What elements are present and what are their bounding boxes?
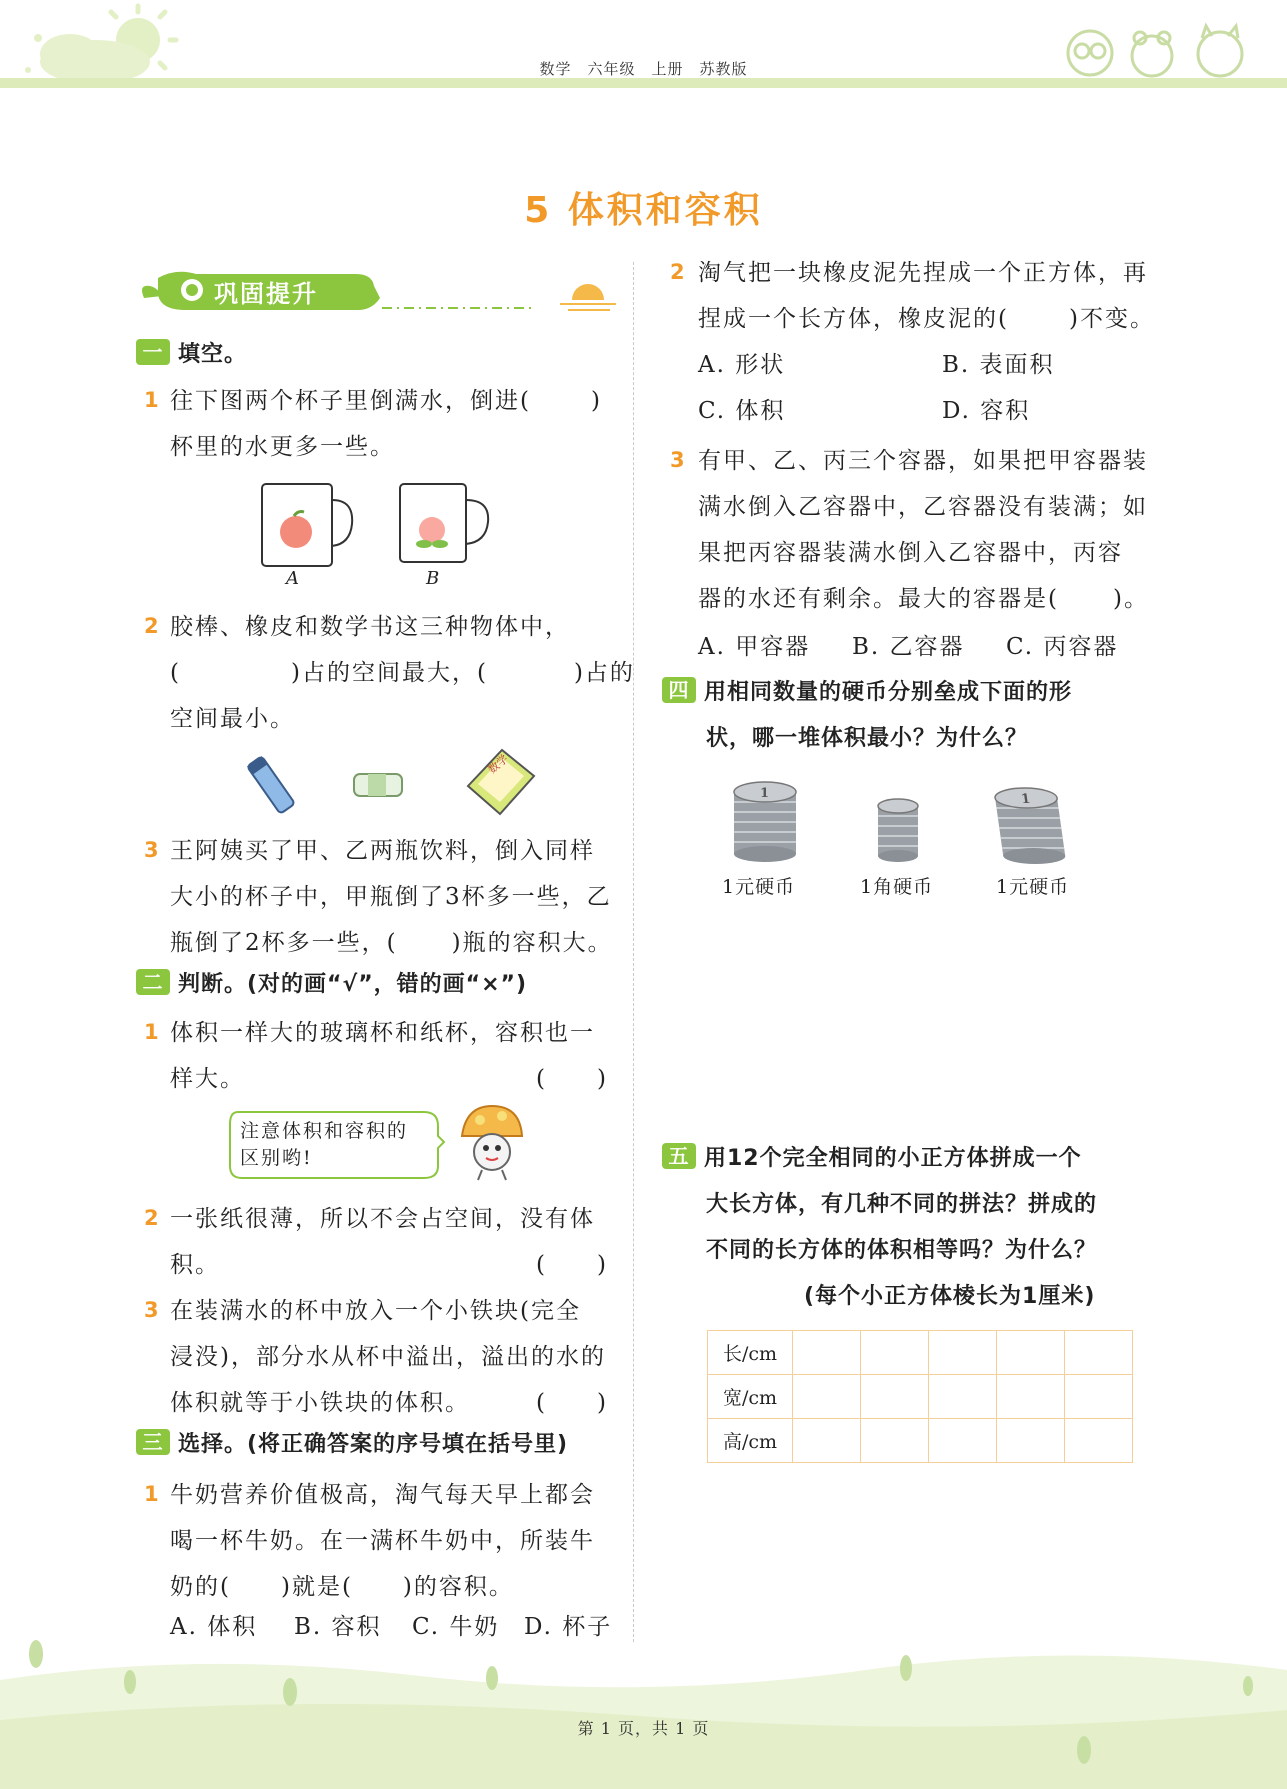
section-title: 用12个完全相同的小正方体拼成一个 (704, 1146, 1082, 1171)
option-a[interactable]: A. 体积 (170, 1614, 258, 1640)
table-cell[interactable] (793, 1331, 861, 1375)
answer-blank[interactable]: ( ) (536, 1390, 608, 1416)
page-number: 第 1 页，共 1 页 (577, 1719, 710, 1738)
question-number: 2 (670, 260, 685, 284)
question-text: 体积一样大的玻璃杯和纸杯，容积也一 (170, 1020, 595, 1046)
question-text: 器的水还有剩余。最大的容器是( )。 (698, 586, 1149, 612)
option-c[interactable]: C. 丙容器 (1006, 634, 1119, 660)
table-cell[interactable] (1065, 1331, 1133, 1375)
question-text: 淘气把一块橡皮泥先捏成一个正方体，再 (698, 260, 1148, 286)
page-title: 5 体积和容积 (524, 190, 763, 231)
question-text: 捏成一个长方体，橡皮泥的( )不变。 (698, 306, 1155, 332)
option-c[interactable]: C. 牛奶 (412, 1614, 500, 1640)
table-cell[interactable] (929, 1375, 997, 1419)
section-badge: 一 (136, 339, 170, 365)
table-cell[interactable] (861, 1375, 929, 1419)
section-title: 判断。(对的画“√”，错的画“×”) (178, 972, 528, 997)
row-header: 长/cm (708, 1331, 793, 1375)
cup-b-image (396, 478, 492, 570)
question-number: 2 (144, 614, 159, 638)
option-b[interactable]: B. 乙容器 (852, 634, 965, 660)
section-badge: 二 (136, 969, 170, 995)
table-cell[interactable] (861, 1331, 929, 1375)
question-number: 1 (144, 1020, 159, 1044)
cup-a-label: A (286, 568, 299, 589)
section-badge: 三 (136, 1429, 170, 1455)
question-text: 胶棒、橡皮和数学书这三种物体中， (170, 614, 570, 640)
question-text: 体积就等于小铁块的体积。 (170, 1390, 470, 1416)
question-number: 3 (144, 838, 159, 862)
eraser-image (350, 768, 406, 802)
glue-stick-image (246, 754, 296, 816)
coin-stack-1jiao-image (872, 792, 924, 866)
question-text: ( )占的空间最大，( )占的 (170, 660, 635, 686)
question-text: 满水倒入乙容器中，乙容器没有装满；如 (698, 494, 1148, 520)
question-text: 奶的( )就是( )的容积。 (170, 1574, 514, 1600)
section-title-cont: 状，哪一堆体积最小？为什么？ (706, 726, 1029, 751)
mushroom-mascot-icon (456, 1102, 526, 1184)
question-text: 一张纸很薄，所以不会占空间，没有体 (170, 1206, 595, 1232)
table-row (708, 1419, 1133, 1463)
section-one-heading (136, 332, 247, 378)
question-text: 往下图两个杯子里倒满水，倒进( ) (170, 388, 602, 414)
question-text: 瓶倒了2杯多一些，( )瓶的容积大。 (170, 930, 613, 956)
coin-face-text: 1 (760, 786, 770, 801)
option-c[interactable]: C. 体积 (698, 398, 786, 424)
section-badge: 五 (662, 1143, 696, 1169)
option-b[interactable]: B. 容积 (294, 1614, 382, 1640)
table-row (708, 1331, 1133, 1375)
footer-hills (0, 1640, 1287, 1789)
question-text: 有甲、乙、丙三个容器，如果把甲容器装 (698, 448, 1148, 474)
math-book-image (462, 744, 538, 818)
question-number: 1 (144, 1482, 159, 1506)
row-header: 宽/cm (708, 1375, 793, 1419)
column-divider (633, 262, 634, 1642)
coin-label: 1元硬币 (722, 876, 796, 898)
coin-stack-1yuan-tilted-image (990, 776, 1076, 868)
section-banner-label: 巩固提升 (214, 280, 318, 308)
table-cell[interactable] (861, 1419, 929, 1463)
option-a[interactable]: A. 甲容器 (698, 634, 811, 660)
coin-stack-1yuan-image (728, 772, 804, 864)
coin-label: 1元硬币 (996, 876, 1070, 898)
header-title: 数学 六年级 上册 苏教版 (539, 60, 748, 78)
coin-face-text: 1 (1020, 792, 1032, 807)
section-title: 用相同数量的硬币分别垒成下面的形 (704, 680, 1073, 705)
table-cell[interactable] (1065, 1375, 1133, 1419)
table-cell[interactable] (1065, 1419, 1133, 1463)
question-text: 王阿姨买了甲、乙两瓶饮料，倒入同样 (170, 838, 595, 864)
question-text: 杯里的水更多一些。 (170, 434, 395, 460)
table-cell[interactable] (793, 1375, 861, 1419)
question-number: 3 (670, 448, 685, 472)
table-cell[interactable] (793, 1419, 861, 1463)
question-text: 样大。 (170, 1066, 245, 1092)
option-b[interactable]: B. 表面积 (942, 352, 1055, 378)
question-text: 大小的杯子中，甲瓶倒了3杯多一些，乙 (170, 884, 612, 910)
cup-b-label: B (426, 568, 440, 589)
question-number: 2 (144, 1206, 159, 1230)
section-badge: 四 (662, 677, 696, 703)
dimensions-table (707, 1330, 1133, 1463)
section-title-cont: 大长方体，有几种不同的拼法？拼成的 (706, 1192, 1098, 1217)
table-cell[interactable] (997, 1419, 1065, 1463)
section-three-heading (136, 1422, 568, 1468)
answer-blank[interactable]: ( ) (536, 1252, 608, 1278)
section-banner (136, 268, 616, 318)
math-book-text: 数学 (485, 752, 511, 777)
section-title: 填空。 (178, 342, 248, 367)
row-header: 高/cm (708, 1419, 793, 1463)
cartoon-animals-icon (1060, 18, 1260, 80)
question-text: 喝一杯牛奶。在一满杯牛奶中，所装牛 (170, 1528, 595, 1554)
question-text: 果把丙容器装满水倒入乙容器中，丙容 (698, 540, 1123, 566)
table-cell[interactable] (997, 1331, 1065, 1375)
section-four-heading (662, 670, 1072, 716)
option-a[interactable]: A. 形状 (698, 352, 786, 378)
question-text: 牛奶营养价值极高，淘气每天早上都会 (170, 1482, 595, 1508)
option-d[interactable]: D. 杯子 (524, 1614, 613, 1640)
answer-blank[interactable]: ( ) (536, 1066, 608, 1092)
table-cell[interactable] (929, 1419, 997, 1463)
tip-text: 注意体积和容积的 区别哟! (240, 1120, 409, 1169)
question-text: 在装满水的杯中放入一个小铁块(完全 (170, 1298, 581, 1324)
table-cell[interactable] (929, 1331, 997, 1375)
section-title-cont: 不同的长方体的体积相等吗？为什么？ (706, 1238, 1098, 1263)
section-note: (每个小正方体棱长为1厘米) (804, 1284, 1096, 1309)
section-title: 选择。(将正确答案的序号填在括号里) (178, 1432, 569, 1457)
table-cell[interactable] (997, 1375, 1065, 1419)
section-two-heading (136, 962, 527, 1008)
question-number: 1 (144, 388, 159, 412)
cup-a-image (258, 478, 354, 570)
coin-label: 1角硬币 (860, 876, 934, 898)
question-text: 积。 (170, 1252, 220, 1278)
table-row (708, 1375, 1133, 1419)
question-text: 浸没)，部分水从杯中溢出，溢出的水的 (170, 1344, 606, 1370)
question-text: 空间最小。 (170, 706, 295, 732)
question-number: 3 (144, 1298, 159, 1322)
section-five-heading (662, 1136, 1082, 1182)
option-d[interactable]: D. 容积 (942, 398, 1031, 424)
